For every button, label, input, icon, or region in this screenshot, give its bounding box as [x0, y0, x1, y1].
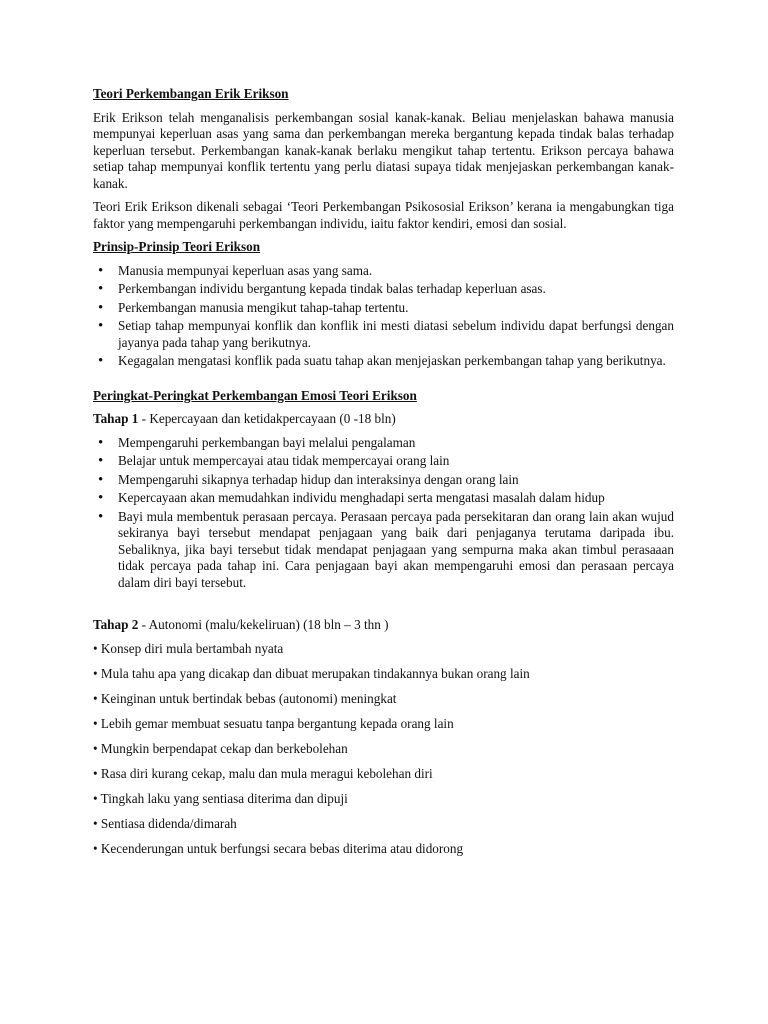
stage-1-label: Tahap 1	[93, 411, 139, 426]
list-item: • Kegagalan mengatasi konflik pada suatu tahap akan menjejaskan perkembangan tahap yang berikutnya.	[93, 353, 674, 370]
list-item: • Mempengaruhi sikapnya terhadap hidup dan interaksinya dengan orang lain	[93, 472, 674, 489]
section-heading-stages: Peringkat-Peringkat Perkembangan Emosi Teori Erikson	[93, 387, 417, 403]
list-item: • Setiap tahap mempunyai konflik dan konflik ini mesti diatasi sebelum individu dapat berfungsi dengan jayanya pada tahap yang berikutnya.	[93, 318, 674, 351]
list-item: • Tingkah laku yang sentiasa diterima dan dipuji	[93, 790, 348, 806]
stage-2-list	[93, 641, 674, 858]
list-item: • Mempengaruhi perkembangan bayi melalui pengalaman	[93, 435, 674, 452]
stage-1-title	[93, 411, 674, 428]
list-item: • Perkembangan manusia mengikut tahap-tahap tertentu.	[93, 300, 674, 317]
list-item: • Kepercayaan akan memudahkan individu menghadapi serta mengatasi masalah dalam hidup	[93, 490, 674, 507]
list-item: • Mungkin berpendapat cekap dan berkebolehan	[93, 740, 348, 756]
spacer	[93, 378, 674, 388]
stage-1-description: - Kepercayaan dan ketidakpercayaan (0 -18 bln)	[138, 411, 396, 426]
list-item: • Kecenderungan untuk berfungsi secara bebas diterima atau didorong	[93, 840, 464, 856]
spacer	[93, 599, 674, 617]
theory-description-paragraph: Teori Erik Erikson dikenali sebagai ‘Teori Perkembangan Psikososial Erikson’ kerana ia mengabungkan tiga faktor yang mempengaruhi perkembangan individu, iaitu faktor kendiri, emosi dan sosial.	[93, 199, 674, 231]
stage-1-list	[93, 435, 674, 592]
intro-paragraph: Erik Erikson telah menganalisis perkembangan sosial kanak-kanak. Beliau menjelaskan bahawa manusia mempunyai keperluan asas yang sama dan perkembangan mereka bergantung kepada tindak balas terhadap keperluan tersebut. Perkembangan kanak-kanak berlaku mengikut tahap tertentu. Erikson percaya bahawa setiap tahap mempunyai konflik tertentu yang perlu diatasi supaya tidak menjejaskan perkembangan kanak-kanak.	[93, 109, 674, 191]
list-item: • Manusia mempunyai keperluan asas yang sama.	[93, 263, 674, 280]
list-item: • Bayi mula membentuk perasaan percaya. Perasaan percaya pada persekitaran dan orang lain akan wujud sekiranya bayi tersebut mendapat penjagaan yang baik dari penjaganya terutama daripada ibu. Sebaliknya, jika bayi tersebut tidak mendapat penjagaan yang sempurna maka akan timbul perasaaan tidak percaya pada tahap ini. Cara penjagaan bayi akan mempengaruhi emosi dan perasaan percaya dalam diri bayi tersebut.	[93, 509, 674, 592]
list-item: • Lebih gemar membuat sesuatu tanpa bergantung kepada orang lain	[93, 715, 454, 731]
stage-2-title	[93, 617, 674, 634]
list-item: • Keinginan untuk bertindak bebas (autonomi) meningkat	[93, 690, 397, 706]
stage-2-label: Tahap 2	[93, 617, 139, 632]
list-item: • Konsep diri mula bertambah nyata	[93, 640, 284, 656]
document-content	[93, 86, 674, 866]
list-item: • Sentiasa didenda/dimarah	[93, 815, 237, 831]
list-item: • Mula tahu apa yang dicakap dan dibuat merupakan tindakannya bukan orang lain	[93, 665, 530, 681]
list-item: • Rasa diri kurang cekap, malu dan mula meragui kebolehan diri	[93, 765, 433, 781]
principles-list	[93, 263, 674, 370]
section-heading-principles: Prinsip-Prinsip Teori Erikson	[93, 239, 261, 254]
section-heading-erikson-theory: Teori Perkembangan Erik Erikson	[93, 86, 289, 101]
list-item: • Belajar untuk mempercayai atau tidak mempercayai orang lain	[93, 453, 674, 470]
stage-2-description: - Autonomi (malu/kekeliruan) (18 bln – 3 thn )	[138, 617, 389, 632]
list-item: • Perkembangan individu bergantung kepada tindak balas terhadap keperluan asas.	[93, 281, 674, 298]
